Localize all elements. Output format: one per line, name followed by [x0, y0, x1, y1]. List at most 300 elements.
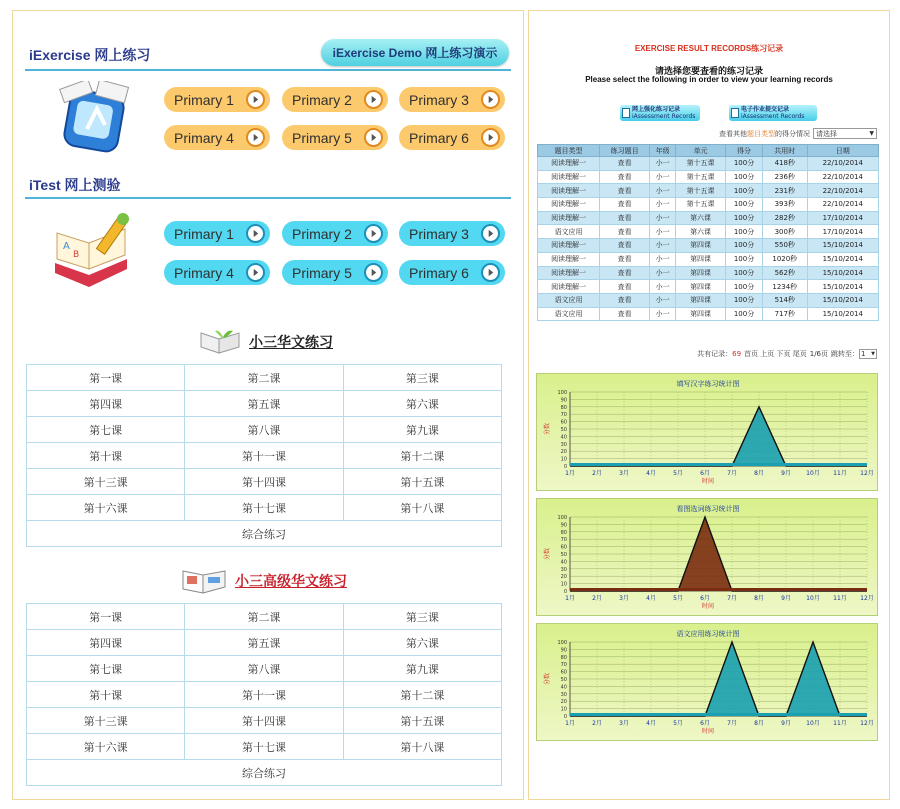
y-tick-label: 90: [560, 522, 567, 529]
table-cell: 阅读理解一: [538, 170, 600, 184]
lesson-link[interactable]: 第十四课: [185, 708, 343, 734]
button-label: Primary 5: [292, 129, 352, 146]
view-link[interactable]: 查看: [600, 184, 650, 198]
table-cell: 550秒: [762, 239, 807, 253]
x-tick-label: 1月: [565, 470, 575, 477]
exercise-primary-6-button[interactable]: [399, 125, 505, 150]
table-cell: 100分: [726, 252, 763, 266]
lesson-link[interactable]: 第十六课: [27, 734, 185, 760]
x-tick-label: 11月: [833, 470, 847, 477]
table-cell: 1020秒: [762, 252, 807, 266]
lesson-link[interactable]: 第十一课: [185, 443, 343, 469]
svg-text:A: A: [63, 241, 70, 252]
summary-practice-link[interactable]: 综合练习: [27, 521, 502, 547]
series-baseline: [570, 588, 867, 591]
lesson-link[interactable]: 第三课: [343, 604, 501, 630]
button-label: Primary 3: [409, 91, 469, 108]
series-baseline: [570, 463, 867, 466]
table-cell: 第四课: [676, 266, 726, 280]
page-links[interactable]: 首页 上页 下页 尾页: [744, 350, 807, 358]
table-cell: 100分: [726, 266, 763, 280]
y-axis-label: 分数: [544, 672, 551, 686]
table-cell: 15/10/2014: [807, 266, 878, 280]
x-tick-label: 10月: [806, 595, 820, 602]
x-tick-label: 3月: [619, 595, 629, 602]
table-row: [27, 604, 502, 630]
play-arrow-icon: [246, 90, 265, 109]
x-tick-label: 9月: [781, 720, 791, 727]
lesson-link[interactable]: 第十五课: [343, 469, 501, 495]
lesson-link[interactable]: 第十六课: [27, 495, 185, 521]
x-tick-label: 2月: [592, 720, 602, 727]
table-cell: 15/10/2014: [807, 252, 878, 266]
lesson-link[interactable]: 第十八课: [343, 495, 501, 521]
computer-tv-icon: [53, 81, 137, 159]
y-tick-label: 90: [560, 647, 567, 654]
lesson-link[interactable]: 第七课: [27, 656, 185, 682]
y-tick-label: 10: [560, 706, 567, 713]
y-tick-label: 80: [560, 654, 567, 661]
records-subtitle-en: Please select the following in order to view your learning records: [585, 75, 833, 84]
table-cell: 100分: [726, 157, 763, 171]
play-arrow-icon: [246, 128, 265, 147]
column-header: 共用时: [762, 145, 807, 157]
lesson-link[interactable]: 第十二课: [343, 443, 501, 469]
table-cell: 717秒: [762, 307, 807, 321]
test-primary-3-button[interactable]: [399, 221, 505, 246]
lesson-link[interactable]: 第十三课: [27, 469, 185, 495]
x-axis-label: 时间: [701, 728, 715, 735]
lesson-link[interactable]: 第九课: [343, 417, 501, 443]
lesson-set-2-heading[interactable]: [181, 567, 347, 595]
table-cell: 第四课: [676, 280, 726, 294]
iexercise-demo-button[interactable]: iExercise Demo 网上练习演示: [321, 39, 509, 66]
y-tick-label: 40: [560, 684, 567, 691]
x-tick-label: 7月: [727, 470, 737, 477]
lesson-link[interactable]: 第八课: [185, 656, 343, 682]
table-cell: 阅读理解一: [538, 157, 600, 171]
exercise-primary-2-button[interactable]: [282, 87, 388, 112]
lesson-link[interactable]: 第十三课: [27, 708, 185, 734]
table-row: [27, 417, 502, 443]
lesson-link[interactable]: 第四课: [27, 630, 185, 656]
lesson-set-2-table: [26, 603, 502, 786]
test-primary-2-button[interactable]: [282, 221, 388, 246]
table-cell: 236秒: [762, 170, 807, 184]
table-cell: 22/10/2014: [807, 184, 878, 198]
table-cell: 阅读理解一: [538, 266, 600, 280]
document-icon: [622, 108, 630, 118]
table-cell: 小一: [650, 198, 676, 212]
x-tick-label: 3月: [619, 720, 629, 727]
x-tick-label: 2月: [592, 470, 602, 477]
table-cell: 第六课: [676, 225, 726, 239]
play-arrow-icon: [481, 263, 500, 282]
table-cell: 22/10/2014: [807, 170, 878, 184]
table-cell: 15/10/2014: [807, 293, 878, 307]
section-divider: [25, 197, 511, 199]
lesson-link[interactable]: 第八课: [185, 417, 343, 443]
table-cell: 15/10/2014: [807, 307, 878, 321]
chart-picture-words: [536, 498, 878, 616]
table-cell: 第四课: [676, 252, 726, 266]
lesson-link[interactable]: 第六课: [343, 391, 501, 417]
y-tick-label: 50: [560, 552, 567, 558]
button-sublabel: iAssessment Records: [632, 113, 696, 120]
y-tick-label: 0: [563, 464, 567, 470]
table-row: [27, 469, 502, 495]
jump-value: 1: [861, 350, 866, 358]
test-primary-6-button[interactable]: [399, 260, 505, 285]
lesson-link[interactable]: 第三课: [343, 365, 501, 391]
view-link[interactable]: 查看: [600, 307, 650, 321]
table-cell: 语文应用: [538, 293, 600, 307]
table-cell: 17/10/2014: [807, 211, 878, 225]
lesson-set-1-table: [26, 364, 502, 547]
play-arrow-icon: [364, 263, 383, 282]
lesson-link[interactable]: 第十七课: [185, 495, 343, 521]
chart-hanzi: [536, 373, 878, 491]
table-row: [538, 225, 879, 239]
x-tick-label: 6月: [700, 720, 710, 727]
records-panel: [528, 10, 890, 800]
y-tick-label: 60: [560, 544, 567, 551]
x-tick-label: 3月: [619, 470, 629, 477]
table-cell: 阅读理解一: [538, 252, 600, 266]
button-label: Primary 2: [292, 91, 352, 108]
table-cell: 100分: [726, 280, 763, 294]
table-cell: 阅读理解一: [538, 211, 600, 225]
button-label: Primary 3: [409, 225, 469, 242]
y-tick-label: 40: [560, 434, 567, 441]
exercise-primary-3-button[interactable]: [399, 87, 505, 112]
table-row: [27, 708, 502, 734]
open-notebook-icon: [181, 567, 229, 595]
y-tick-label: 30: [560, 566, 567, 573]
page-indicator: 1/6页: [809, 350, 828, 358]
table-cell: 小一: [650, 184, 676, 198]
play-arrow-icon: [364, 128, 383, 147]
x-tick-label: 6月: [700, 595, 710, 602]
records-table: [537, 144, 879, 321]
table-row: [27, 630, 502, 656]
y-tick-label: 100: [557, 640, 567, 646]
y-axis-label: 分数: [544, 547, 551, 561]
play-arrow-icon: [246, 263, 265, 282]
x-tick-label: 7月: [727, 595, 737, 602]
exercise-panel: [12, 10, 524, 800]
test-primary-5-button[interactable]: [282, 260, 388, 285]
table-cell: 100分: [726, 293, 763, 307]
table-cell: 小一: [650, 157, 676, 171]
table-cell: 第十五课: [676, 157, 726, 171]
view-link[interactable]: 查看: [600, 211, 650, 225]
x-tick-label: 4月: [646, 720, 656, 727]
y-tick-label: 30: [560, 441, 567, 448]
exercise-primary-5-button[interactable]: [282, 125, 388, 150]
x-tick-label: 5月: [673, 720, 683, 727]
itest-title: iTest 网上测验: [29, 177, 121, 193]
table-cell: 小一: [650, 239, 676, 253]
table-cell: 100分: [726, 198, 763, 212]
lesson-link[interactable]: 第十课: [27, 443, 185, 469]
button-label: Primary 6: [409, 264, 469, 281]
lesson-link[interactable]: 第五课: [185, 630, 343, 656]
lesson-link[interactable]: 第十七课: [185, 734, 343, 760]
lesson-set-1-title: 小三华文练习: [249, 335, 333, 351]
filter-label-highlight: 题目类型: [747, 129, 775, 138]
table-cell: 100分: [726, 225, 763, 239]
view-link[interactable]: 查看: [600, 157, 650, 171]
lesson-link[interactable]: 第二课: [185, 604, 343, 630]
y-tick-label: 60: [560, 669, 567, 676]
table-cell: 小一: [650, 211, 676, 225]
iexercise-title: iExercise 网上练习: [29, 47, 151, 63]
ehomework-records-button[interactable]: [729, 105, 817, 121]
type-select[interactable]: [813, 128, 877, 139]
lesson-link[interactable]: 第七课: [27, 417, 185, 443]
button-label: Primary 1: [174, 91, 234, 108]
y-tick-label: 50: [560, 677, 567, 683]
table-row: [27, 682, 502, 708]
table-row: [27, 760, 502, 786]
lesson-link[interactable]: 第四课: [27, 391, 185, 417]
button-label: 网上强化练习记录: [632, 106, 681, 113]
test-primary-1-button[interactable]: [164, 221, 270, 246]
total-label: 共有记录：: [697, 350, 733, 358]
x-tick-label: 5月: [673, 595, 683, 602]
x-tick-label: 2月: [592, 595, 602, 602]
x-tick-label: 8月: [754, 595, 764, 602]
x-axis-label: 时间: [701, 478, 715, 485]
view-link[interactable]: 查看: [600, 293, 650, 307]
play-arrow-icon: [481, 128, 500, 147]
table-cell: 小一: [650, 266, 676, 280]
lesson-link[interactable]: 第十一课: [185, 682, 343, 708]
table-row: [27, 734, 502, 760]
lesson-link[interactable]: 第九课: [343, 656, 501, 682]
lesson-set-1-heading[interactable]: [199, 329, 333, 355]
y-tick-label: 40: [560, 559, 567, 566]
table-row: [538, 266, 879, 280]
y-tick-label: 20: [560, 699, 567, 706]
view-link[interactable]: 查看: [600, 170, 650, 184]
table-cell: 22/10/2014: [807, 198, 878, 212]
table-row: [538, 252, 879, 266]
chevron-down-icon: ▼: [871, 351, 875, 357]
lesson-link[interactable]: 第十八课: [343, 734, 501, 760]
y-tick-label: 20: [560, 574, 567, 581]
chart-svg: [537, 499, 879, 617]
summary-practice-link[interactable]: 综合练习: [27, 760, 502, 786]
x-tick-label: 12月: [860, 595, 874, 602]
table-row: [27, 391, 502, 417]
select-value: 请选择: [816, 129, 837, 138]
lesson-link[interactable]: 第十二课: [343, 682, 501, 708]
button-label: Primary 4: [174, 129, 234, 146]
table-row: [538, 184, 879, 198]
view-link[interactable]: 查看: [600, 266, 650, 280]
y-tick-label: 50: [560, 427, 567, 433]
button-label: Primary 4: [174, 264, 234, 281]
view-link[interactable]: 查看: [600, 239, 650, 253]
y-tick-label: 0: [563, 714, 567, 720]
table-cell: 15/10/2014: [807, 280, 878, 294]
y-tick-label: 80: [560, 404, 567, 411]
chart-svg: [537, 624, 879, 742]
svg-text:B: B: [73, 250, 80, 260]
exercise-primary-4-button[interactable]: [164, 125, 270, 150]
table-cell: 562秒: [762, 266, 807, 280]
filter-label: 查看其他: [719, 129, 747, 138]
chart-title: 填写汉字练习统计图: [676, 380, 740, 388]
y-tick-label: 90: [560, 397, 567, 404]
x-tick-label: 11月: [833, 720, 847, 727]
button-label: 电子作业提交记录: [741, 106, 790, 113]
lesson-link[interactable]: 第一课: [27, 365, 185, 391]
test-primary-4-button[interactable]: [164, 260, 270, 285]
table-cell: 231秒: [762, 184, 807, 198]
x-tick-label: 10月: [806, 470, 820, 477]
table-cell: 第六课: [676, 211, 726, 225]
table-row: [27, 443, 502, 469]
open-book-plant-icon: [199, 329, 243, 355]
y-tick-label: 10: [560, 581, 567, 588]
play-arrow-icon: [364, 90, 383, 109]
chart-svg: [537, 374, 879, 492]
y-tick-label: 80: [560, 529, 567, 536]
x-tick-label: 5月: [673, 470, 683, 477]
view-link[interactable]: 查看: [600, 280, 650, 294]
table-row: [538, 239, 879, 253]
table-cell: 小一: [650, 293, 676, 307]
table-row: [538, 170, 879, 184]
chart-language-use: [536, 623, 878, 741]
x-tick-label: 1月: [565, 595, 575, 602]
table-row: [27, 365, 502, 391]
y-tick-label: 70: [560, 537, 567, 544]
x-tick-label: 6月: [700, 470, 710, 477]
table-cell: 514秒: [762, 293, 807, 307]
table-cell: 第四课: [676, 293, 726, 307]
y-tick-label: 30: [560, 691, 567, 698]
jump-select[interactable]: [859, 349, 877, 359]
view-link[interactable]: 查看: [600, 198, 650, 212]
x-tick-label: 4月: [646, 470, 656, 477]
table-row: [538, 307, 879, 321]
table-cell: 语文应用: [538, 307, 600, 321]
play-arrow-icon: [481, 90, 500, 109]
play-arrow-icon: [246, 224, 265, 243]
table-cell: 第十五课: [676, 170, 726, 184]
lesson-link[interactable]: 第五课: [185, 391, 343, 417]
lesson-set-2-title: 小三高级华文练习: [235, 574, 347, 590]
records-title: EXERCISE RESULT RECORDS练习记录: [634, 44, 784, 53]
table-cell: 393秒: [762, 198, 807, 212]
y-tick-label: 100: [557, 390, 567, 396]
x-tick-label: 4月: [646, 595, 656, 602]
iassessment-records-button[interactable]: [620, 105, 700, 121]
table-cell: 第四课: [676, 239, 726, 253]
document-icon: [731, 108, 739, 118]
total-count: 69: [732, 350, 742, 358]
lesson-link[interactable]: 第一课: [27, 604, 185, 630]
table-row: [538, 198, 879, 212]
table-cell: 418秒: [762, 157, 807, 171]
table-cell: 小一: [650, 225, 676, 239]
lesson-link[interactable]: 第十课: [27, 682, 185, 708]
table-cell: 第十五课: [676, 184, 726, 198]
lesson-link[interactable]: 第六课: [343, 630, 501, 656]
table-cell: 17/10/2014: [807, 225, 878, 239]
table-cell: 100分: [726, 170, 763, 184]
y-tick-label: 20: [560, 449, 567, 456]
table-cell: 第十五课: [676, 198, 726, 212]
x-tick-label: 8月: [754, 470, 764, 477]
table-cell: 300秒: [762, 225, 807, 239]
lesson-link[interactable]: 第十五课: [343, 708, 501, 734]
table-row: [538, 157, 879, 171]
type-filter: [719, 128, 877, 139]
table-row: [27, 495, 502, 521]
y-axis-label: 分数: [544, 422, 551, 436]
y-tick-label: 70: [560, 662, 567, 669]
table-cell: 语文应用: [538, 225, 600, 239]
table-cell: 100分: [726, 307, 763, 321]
table-cell: 阅读理解一: [538, 198, 600, 212]
column-header: 题目类型: [538, 145, 600, 157]
table-header-row: [538, 145, 879, 157]
column-header: 练习题目: [600, 145, 650, 157]
play-arrow-icon: [481, 224, 500, 243]
y-tick-label: 0: [563, 589, 567, 595]
chevron-down-icon: ▼: [869, 130, 874, 137]
x-tick-label: 8月: [754, 720, 764, 727]
y-tick-label: 100: [557, 515, 567, 521]
section-divider: [25, 69, 511, 71]
lesson-link[interactable]: 第二课: [185, 365, 343, 391]
table-cell: 100分: [726, 184, 763, 198]
view-link[interactable]: 查看: [600, 252, 650, 266]
pagination: [697, 349, 877, 359]
table-cell: 100分: [726, 239, 763, 253]
exercise-primary-1-button[interactable]: [164, 87, 270, 112]
x-tick-label: 12月: [860, 720, 874, 727]
table-cell: 阅读理解一: [538, 184, 600, 198]
records-subtitle-cn: 请选择您要查看的练习记录: [654, 66, 763, 76]
x-tick-label: 7月: [727, 720, 737, 727]
lesson-link[interactable]: 第十四课: [185, 469, 343, 495]
table-cell: 100分: [726, 211, 763, 225]
table-cell: 1234秒: [762, 280, 807, 294]
column-header: 日期: [807, 145, 878, 157]
y-tick-label: 60: [560, 419, 567, 426]
table-cell: 282秒: [762, 211, 807, 225]
x-tick-label: 9月: [781, 470, 791, 477]
x-tick-label: 1月: [565, 720, 575, 727]
x-tick-label: 10月: [806, 720, 820, 727]
button-label: Primary 1: [174, 225, 234, 242]
y-tick-label: 10: [560, 456, 567, 463]
table-cell: 22/10/2014: [807, 157, 878, 171]
x-tick-label: 11月: [833, 595, 847, 602]
table-cell: 15/10/2014: [807, 239, 878, 253]
view-link[interactable]: 查看: [600, 225, 650, 239]
table-row: [27, 521, 502, 547]
y-tick-label: 70: [560, 412, 567, 419]
filter-label-suffix: 的得分情况: [775, 129, 810, 138]
button-label: Primary 6: [409, 129, 469, 146]
